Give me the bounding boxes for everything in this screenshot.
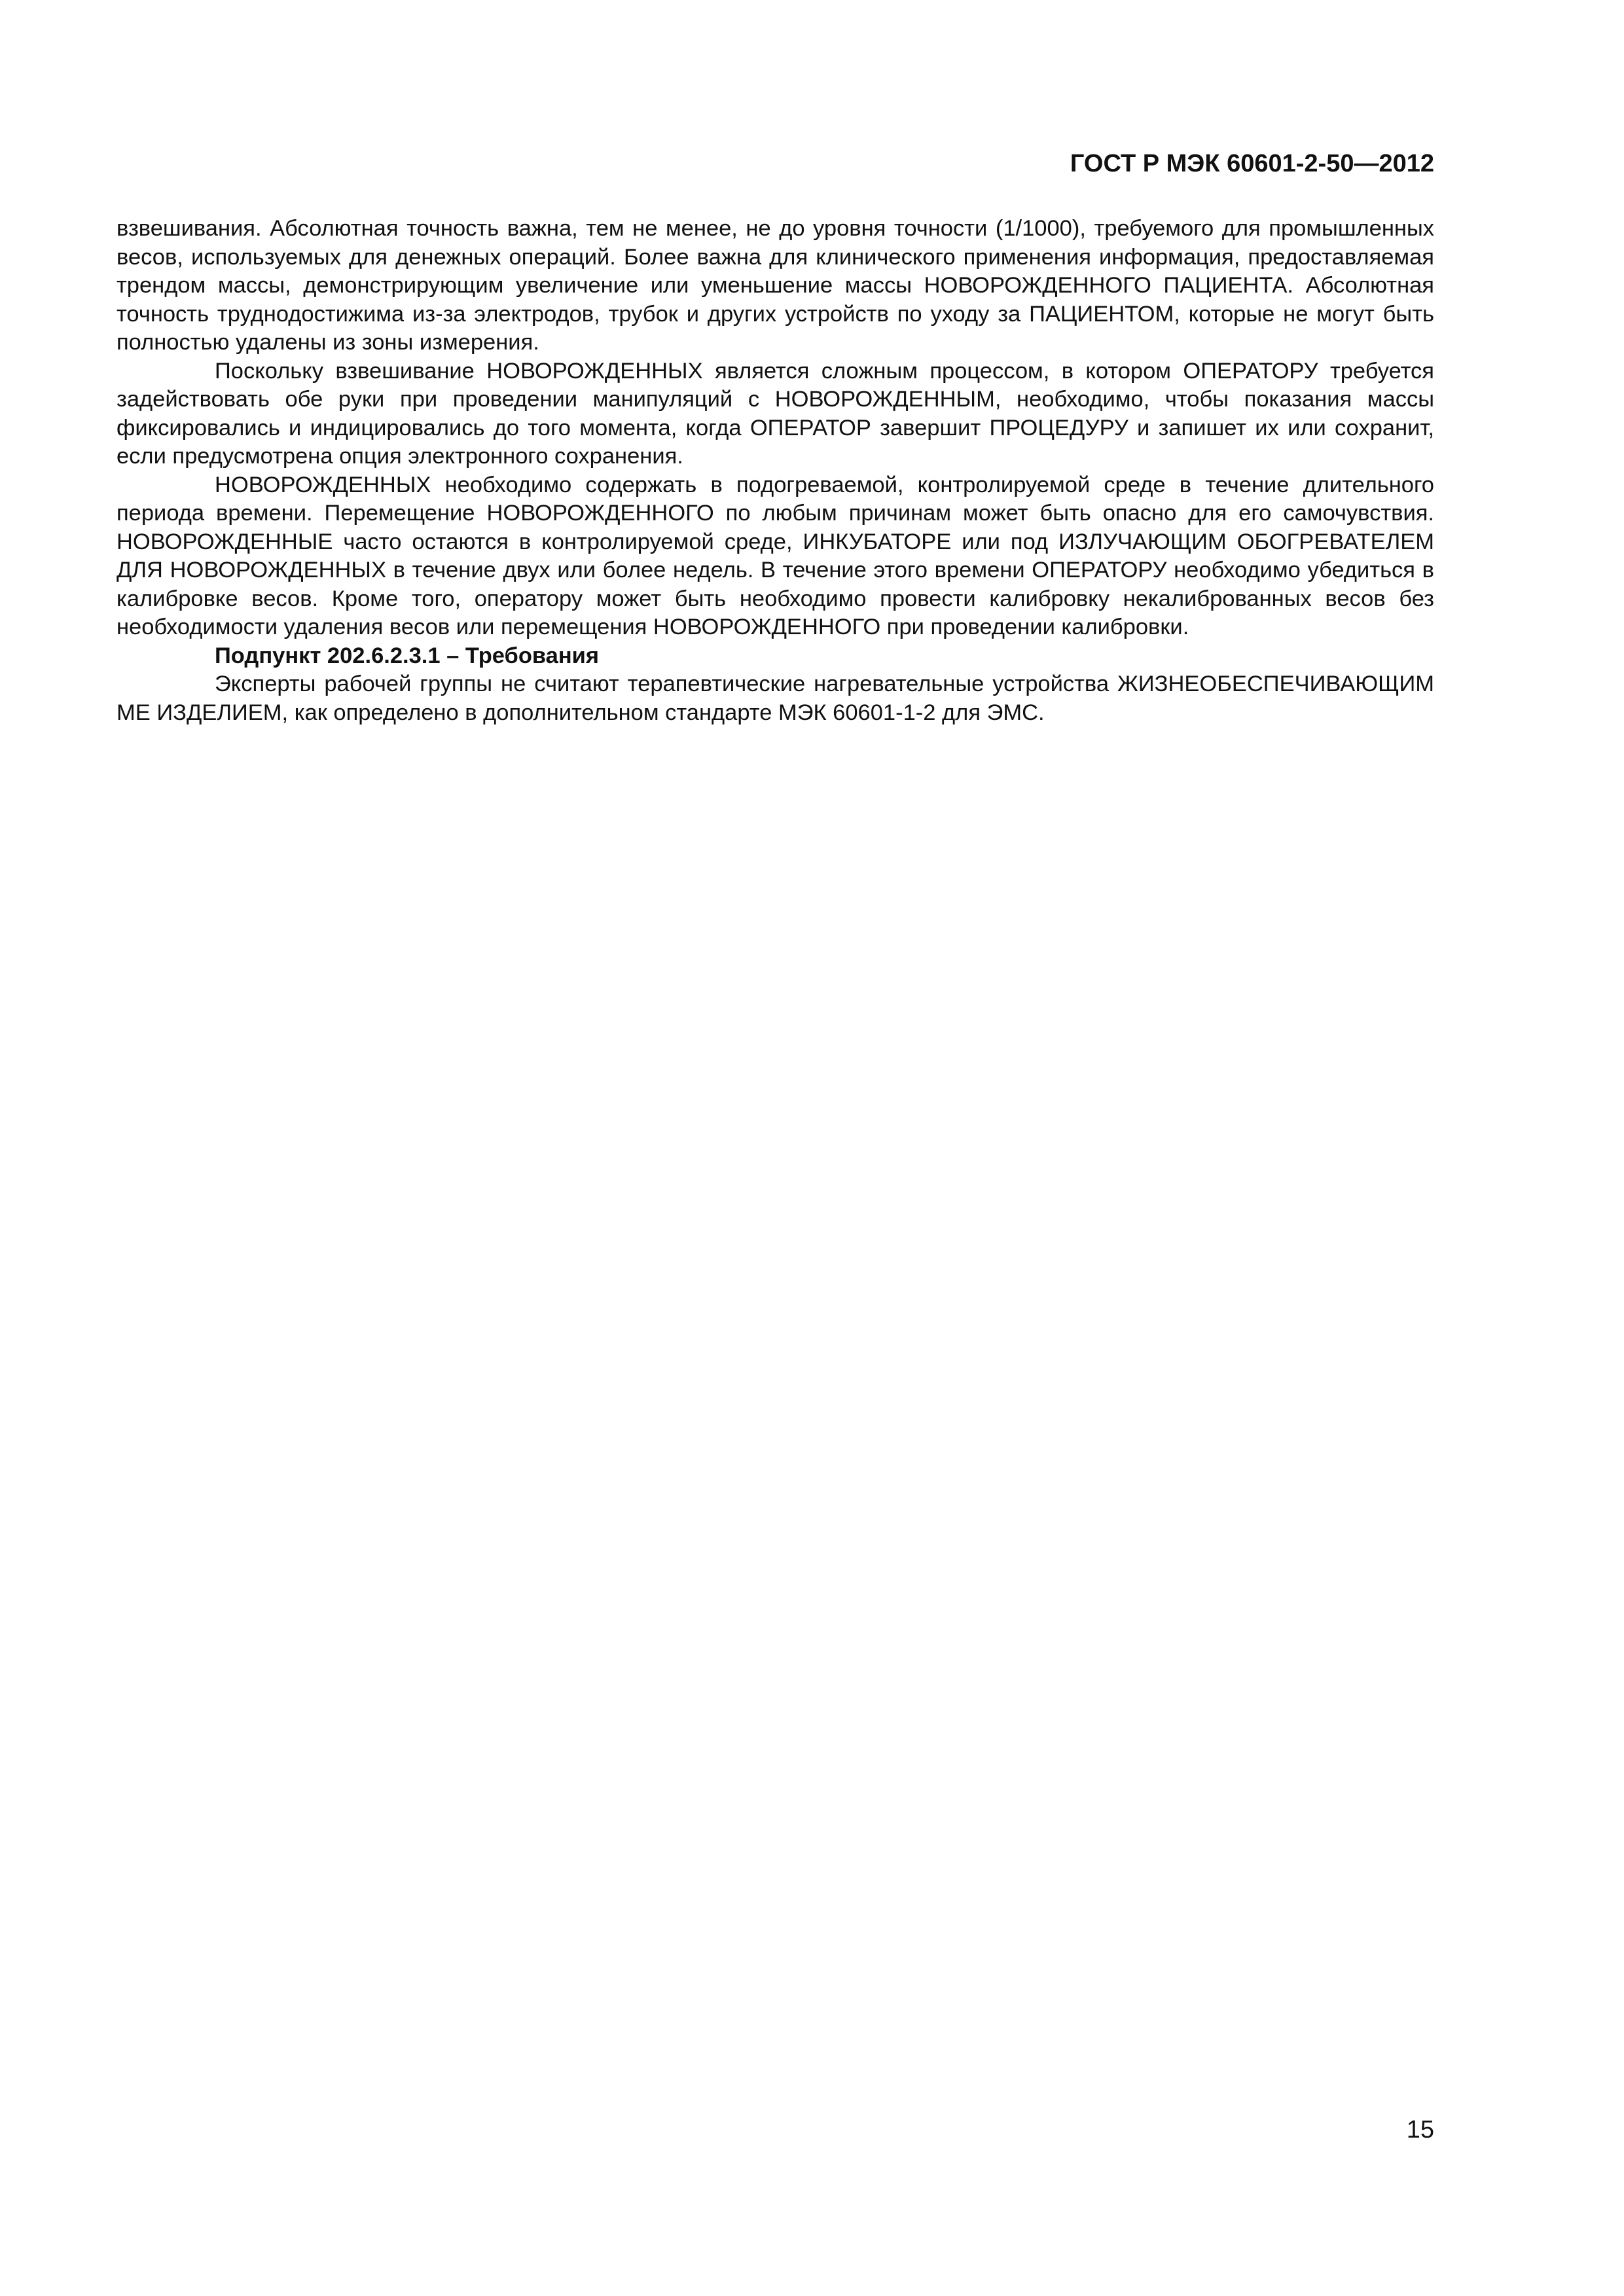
paragraph-continuation: взвешивания. Абсолютная точность важна, тем не менее, не до уровня точности (1/1000), требуемого для промышленных весов, используемых для денежных операций. Более важна для клинического применения информация, предоставляемая трендом массы, демонстрирующим увеличение или уменьшение массы НОВОРОЖДЕННОГО ПАЦИЕНТА. Абсолютная точность труднодостижима из-за электродов, трубок и других устройств по уходу за ПАЦИЕНТОМ, которые не могут быть полностью удалены из зоны измерения. [117, 216, 1434, 355]
subclause-heading: Подпункт 202.6.2.3.1 – Требования [215, 643, 600, 668]
document-header-standard-id: ГОСТ Р МЭК 60601-2-50—2012 [1070, 150, 1434, 177]
paragraph-controlled-environment: НОВОРОЖДЕННЫХ необходимо содержать в подогреваемой, контролируемой среде в течение длительного периода времени. Перемещение НОВОРОЖДЕННОГО по любым причинам может быть опасно для его самочувствия. НОВОРОЖДЕННЫЕ часто остаются в контролируемой среде, ИНКУБАТОРЕ или под ИЗЛУЧАЮЩИМ ОБОГРЕВАТЕЛЕМ ДЛЯ НОВОРОЖДЕННЫХ в течение двух или более недель. В течение этого времени ОПЕРАТОРУ необходимо убедиться в калибровке весов. Кроме того, оператору может быть необходимо провести калибровку некалиброванных весов без необходимости удаления весов или перемещения НОВОРОЖДЕННОГО при проведении калибровки. [117, 472, 1434, 639]
paragraph-weighing-process: Поскольку взвешивание НОВОРОЖДЕННЫХ является сложным процессом, в котором ОПЕРАТОРУ требуется задействовать обе руки при проведении манипуляций с НОВОРОЖДЕННЫМ, необходимо, чтобы показания массы фиксировались и индицировались до того момента, когда ОПЕРАТОР завершит ПРОЦЕДУРУ и запишет их или сохранит, если предусмотрена опция электронного сохранения. [117, 358, 1434, 469]
page-number: 15 [1406, 2116, 1434, 2144]
paragraph-requirements: Эксперты рабочей группы не считают терапевтические нагревательные устройства ЖИЗНЕОБЕСПЕЧИВАЮЩИМ МЕ ИЗДЕЛИЕМ, как определено в дополнительном стандарте МЭК 60601-1-2 для ЭМС. [117, 672, 1434, 725]
document-body [117, 215, 1434, 727]
